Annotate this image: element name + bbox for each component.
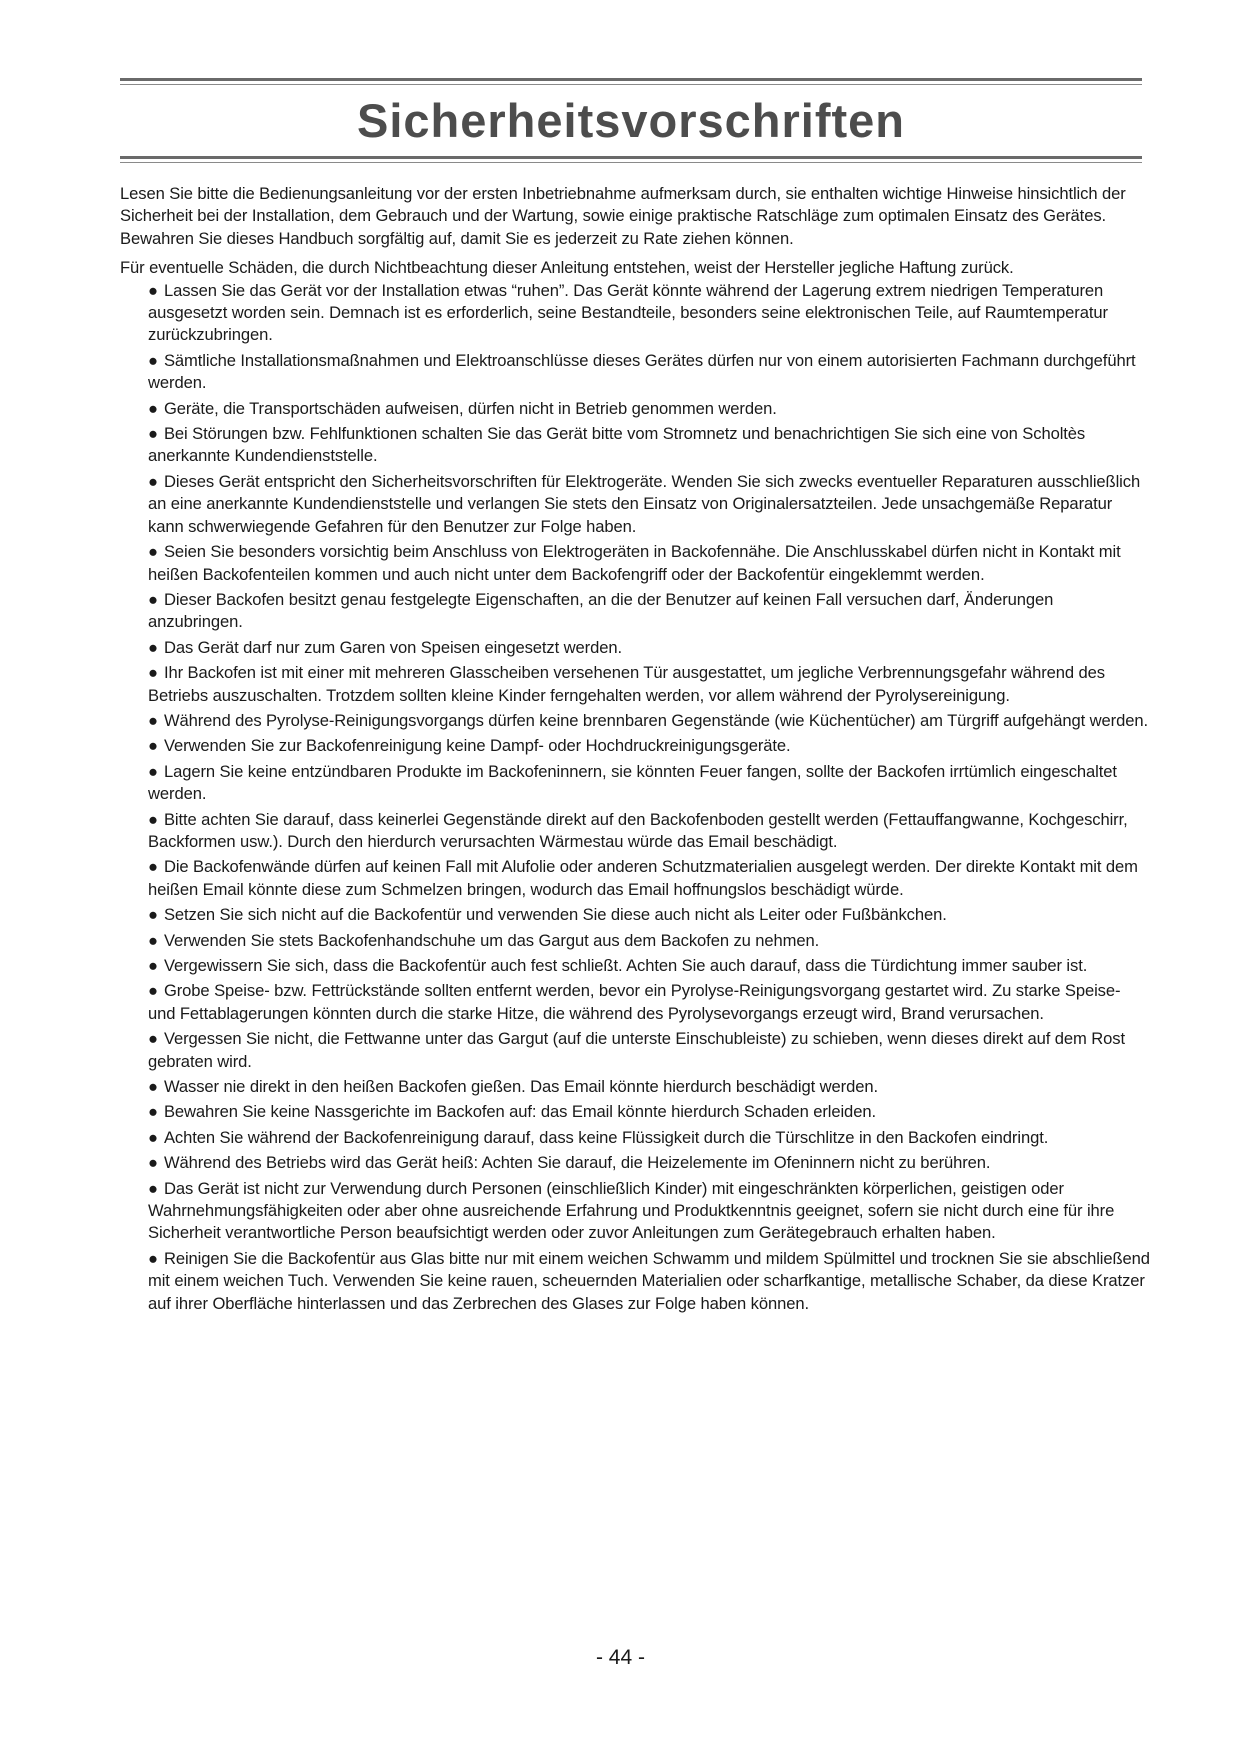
bullet-dot-icon: ● — [148, 1029, 158, 1049]
safety-bullet-text: Ihr Backofen ist mit einer mit mehreren Glasscheiben versehenen Tür ausgestattet, um jegliche Verbrennungsgefahr während des Betriebs auszuschalten. Trotzdem sollten kleine Kinder ferngehalten werden, vor allem während der Pyrolysereinigung. — [148, 663, 1105, 705]
safety-bullet-list — [120, 280, 1150, 1315]
safety-bullet-text: Das Gerät ist nicht zur Verwendung durch Personen (einschließlich Kinder) mit eingeschränkten körperlichen, geistigen oder Wahrnehmungsfähigkeiten oder aber ohne ausreichende Erfahrung und Produktkenntnis geeignet, sofern sie nicht durch eine für ihre Sicherheit verantwortliche Person beaufsichtigt werden oder zuvor Anleitungen zum Gerätegebrauch erhalten haben. — [148, 1178, 1115, 1243]
safety-bullet-text: Reinigen Sie die Backofentür aus Glas bitte nur mit einem weichen Schwamm und mildem Spülmittel und trocknen Sie sie abschließend mit einem weichen Tuch. Verwenden Sie keine rauen, scheuernden Materialien oder scharfkantige, metallische Schaber, da diese Kratzer auf ihrer Oberfläche hinterlassen und das Zerbrechen des Glases zur Folge haben können. — [148, 1248, 1150, 1313]
safety-bullet-item — [148, 1248, 1150, 1315]
safety-bullet-text: Verwenden Sie zur Backofenreinigung keine Dampf- oder Hochdruckreinigungsgeräte. — [163, 736, 791, 756]
safety-bullet-item — [148, 637, 1150, 659]
bullet-dot-icon: ● — [148, 736, 158, 756]
safety-bullet-item — [148, 541, 1150, 586]
page-number: - 44 - — [595, 1646, 645, 1669]
safety-bullet-item — [148, 980, 1150, 1025]
bullet-dot-icon: ● — [148, 637, 158, 657]
bullet-dot-icon: ● — [148, 809, 158, 829]
bullet-dot-icon: ● — [148, 1248, 158, 1268]
safety-bullet-item — [148, 1178, 1150, 1245]
safety-bullet-text: Die Backofenwände dürfen auf keinen Fall mit Alufolie oder anderen Schutzmaterialien ausgelegt werden. Der direkte Kontakt mit dem heißen Email könnte diese zum Schmelzen bringen, wodurch das Email hoffnungslos beschädigt würde. — [148, 857, 1138, 899]
safety-bullet-text: Verwenden Sie stets Backofenhandschuhe um das Gargut aus dem Backofen zu nehmen. — [163, 930, 820, 950]
bullet-dot-icon: ● — [148, 1153, 158, 1173]
bullet-dot-icon: ● — [148, 930, 158, 950]
safety-bullet-text: Bewahren Sie keine Nassgerichte im Backofen auf: das Email könnte hierdurch Schaden erleiden. — [163, 1102, 876, 1122]
bullet-dot-icon: ● — [148, 398, 158, 418]
safety-bullet-text: Während des Betriebs wird das Gerät heiß: Achten Sie darauf, die Heizelemente im Ofeninnern nicht zu berühren. — [163, 1153, 991, 1173]
safety-bullet-item — [148, 1076, 1150, 1098]
safety-bullet-text: Bitte achten Sie darauf, dass keinerlei Gegenstände direkt auf den Backofenboden gestellt werden (Fettauffangwanne, Kochgeschirr, Backformen usw.). Durch den hierdurch verursachten Wärmestau würde das Email beschädigt. — [148, 809, 1128, 851]
safety-bullet-item — [148, 1152, 1150, 1174]
safety-bullet-text: Seien Sie besonders vorsichtig beim Anschluss von Elektrogeräten in Backofennähe. Die Anschlusskabel dürfen nicht in Kontakt mit heißen Backofenteilen kommen und auch nicht unter dem Backofengriff oder der Backofentür eingeklemmt werden. — [148, 542, 1121, 584]
safety-bullet-item — [148, 662, 1150, 707]
safety-bullet-text: Vergewissern Sie sich, dass die Backofentür auch fest schließt. Achten Sie auch darauf, dass die Türdichtung immer sauber ist. — [163, 956, 1088, 975]
safety-bullet-text: Geräte, die Transportschäden aufweisen, dürfen nicht in Betrieb genommen werden. — [163, 398, 777, 418]
safety-bullet-item — [148, 398, 1150, 420]
safety-bullet-item — [148, 589, 1150, 634]
intro-paragraph: Lesen Sie bitte die Bedienungsanleitung vor der ersten Inbetriebnahme aufmerksam durch, sie enthalten wichtige Hinweise hinsichtlich der Sicherheit bei der Installation, dem Gebrauch und der Wartung, sowie einige praktische Ratschläge zum optimalen Einsatz des Gerätes. — [120, 184, 1126, 226]
safety-bullet-item — [148, 735, 1150, 757]
bottom-rule-thin — [120, 162, 1142, 163]
bullet-dot-icon: ● — [148, 905, 158, 925]
safety-bullet-item — [148, 955, 1150, 977]
bullet-dot-icon: ● — [148, 1178, 158, 1198]
page-title: Sicherheitsvorschriften — [356, 94, 905, 147]
safety-bullet-item — [148, 423, 1150, 468]
bullet-dot-icon: ● — [148, 663, 158, 683]
bullet-dot-icon: ● — [148, 589, 158, 609]
safety-bullet-item — [148, 1127, 1150, 1149]
safety-bullet-item — [148, 856, 1150, 901]
bullet-dot-icon: ● — [148, 280, 158, 300]
safety-bullet-text: Dieses Gerät entspricht den Sicherheitsvorschriften für Elektrogeräte. Wenden Sie sich zwecks eventueller Reparaturen ausschließlich an eine anerkannte Kundendienststelle und verlangen Sie stets den Einsatz von Originalersatzteilen. Jede unsachgemäße Reparatur kann schwerwiegende Gefahren für den Benutzer zur Folge haben. — [148, 471, 1141, 536]
safety-bullet-text: Lassen Sie das Gerät vor der Installation etwas “ruhen”. Das Gerät könnte während der Lagerung extrem niedrigen Temperaturen ausgesetzt worden sein. Demnach ist es erforderlich, seine Bestandteile, besonders seine elektronischen Teile, auf Raumtemperatur zurückzubringen. — [148, 280, 1108, 345]
safety-bullet-text: Sämtliche Installationsmaßnahmen und Elektroanschlüsse dieses Gerätes dürfen nur von einem autorisierten Fachmann durchgeführt werden. — [148, 350, 1136, 393]
safety-bullet-text: Wasser nie direkt in den heißen Backofen gießen. Das Email könnte hierdurch beschädigt werden. — [163, 1077, 878, 1097]
safety-bullet-item — [148, 904, 1150, 926]
safety-bullet-item — [148, 1028, 1150, 1073]
top-rule-thin — [120, 84, 1142, 85]
intro-paragraph: Für eventuelle Schäden, die durch Nichtbeachtung dieser Anleitung entstehen, weist der Hersteller jegliche Haftung zurück. — [120, 258, 1014, 278]
safety-bullet-item — [148, 809, 1150, 854]
bullet-dot-icon: ● — [148, 471, 158, 491]
safety-bullet-item — [148, 710, 1150, 732]
safety-bullet-text: Grobe Speise- bzw. Fettrückstände sollten entfernt werden, bevor ein Pyrolyse-Reinigungsvorgang gestartet wird. Zu starke Speise- und Fettablagerungen könnten durch die starke Hitze, die während des Pyrolysevorgangs erzeugt wird, Brand verursachen. — [148, 981, 1121, 1023]
safety-bullet-text: Lagern Sie keine entzündbaren Produkte im Backofeninnern, sie könnten Feuer fangen, sollte der Backofen irrtümlich eingeschaltet werden. — [148, 761, 1117, 804]
bullet-dot-icon: ● — [148, 956, 158, 975]
safety-bullet-item — [148, 350, 1150, 395]
safety-bullet-text: Achten Sie während der Backofenreinigung darauf, dass keine Flüssigkeit durch die Türschlitze in den Backofen eindringt. — [163, 1127, 1049, 1147]
safety-bullet-text: Während des Pyrolyse-Reinigungsvorgangs dürfen keine brennbaren Gegenstände (wie Küchentücher) am Türgriff aufgehängt werden. — [163, 710, 1148, 730]
bullet-dot-icon: ● — [148, 1127, 158, 1147]
title-block — [120, 78, 1142, 163]
bullet-dot-icon: ● — [148, 1102, 158, 1122]
bullet-dot-icon: ● — [148, 857, 158, 877]
safety-bullet-item — [148, 471, 1150, 538]
safety-bullet-text: Vergessen Sie nicht, die Fettwanne unter das Gargut (auf die unterste Einschubleiste) zu schieben, wenn dieses direkt auf dem Rost gebraten wird. — [148, 1029, 1125, 1071]
safety-bullet-text: Das Gerät darf nur zum Garen von Speisen eingesetzt werden. — [163, 637, 622, 657]
bullet-dot-icon: ● — [148, 1077, 158, 1097]
top-rule — [120, 78, 1142, 81]
bullet-dot-icon: ● — [148, 981, 158, 1001]
bullet-dot-icon: ● — [148, 542, 158, 562]
safety-bullet-text: Dieser Backofen besitzt genau festgelegte Eigenschaften, an die der Benutzer auf keinen Fall versuchen darf, Änderungen anzubringen. — [148, 589, 1054, 632]
bullet-dot-icon: ● — [148, 424, 158, 444]
bottom-rule — [120, 156, 1142, 159]
safety-bullet-item — [148, 1101, 1150, 1123]
bullet-dot-icon: ● — [148, 350, 158, 370]
safety-bullet-text: Setzen Sie sich nicht auf die Backofentür und verwenden Sie diese auch nicht als Leiter oder Fußbänkchen. — [163, 905, 947, 925]
bullet-dot-icon: ● — [148, 710, 158, 730]
safety-bullet-item — [148, 930, 1150, 952]
safety-bullet-text: Bei Störungen bzw. Fehlfunktionen schalten Sie das Gerät bitte vom Stromnetz und benachrichtigen Sie sich eine von Scholtès anerkannte Kundendienststelle. — [148, 424, 1086, 466]
safety-bullet-item — [148, 761, 1150, 806]
bullet-dot-icon: ● — [148, 761, 158, 781]
safety-bullet-item — [148, 280, 1150, 347]
intro-paragraph: Bewahren Sie dieses Handbuch sorgfältig auf, damit Sie es jederzeit zu Rate ziehen können. — [120, 228, 794, 248]
document-body — [120, 183, 1150, 1318]
